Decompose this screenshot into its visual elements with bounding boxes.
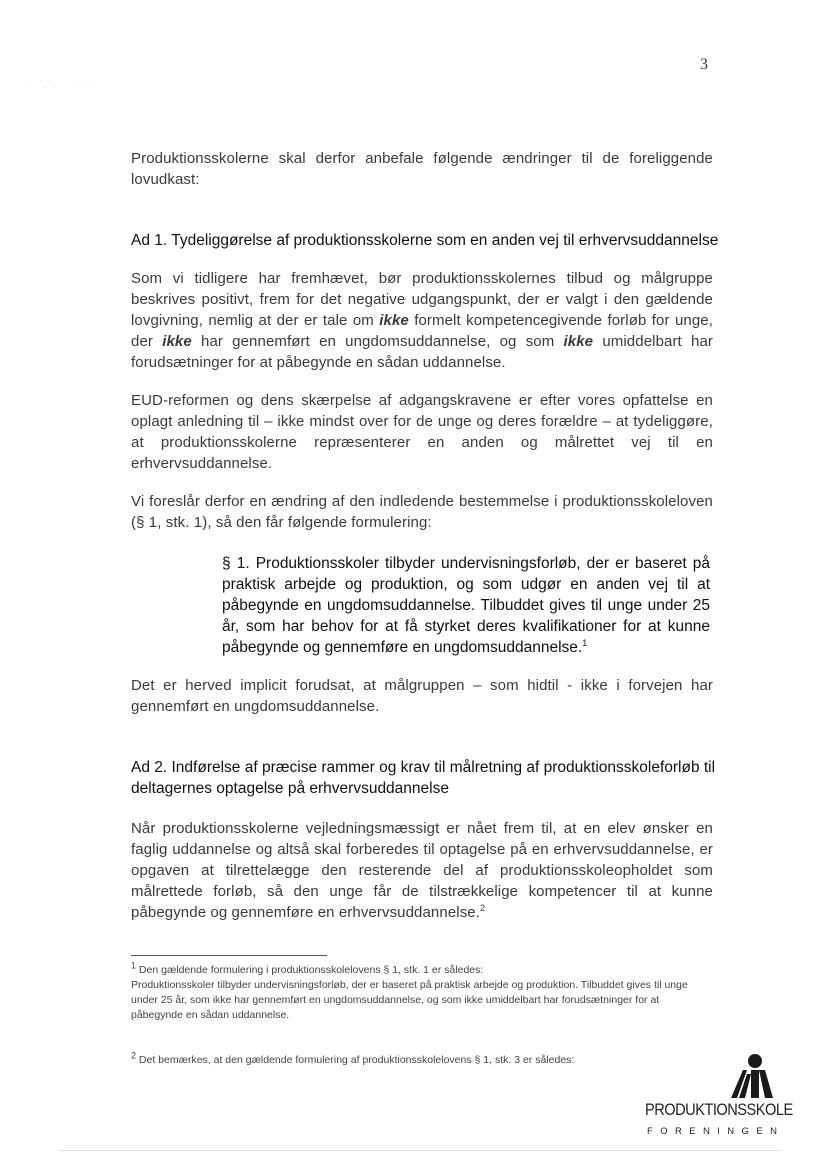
- section-1-paragraph-3: Vi foreslår derfor en ændring af den indledende bestemmelse i produktionsskoleloven (§ 1, stk. 1), så den får følgende formulering:: [131, 493, 713, 531]
- intro-paragraph: Produktionsskolerne skal derfor anbefale følgende ændringer til de foreliggende lovudkast:: [131, 150, 713, 188]
- footnote-1-body: Produktionsskoler tilbyder undervisningsforløb, der er baseret på praktisk arbejde og produktion. Tilbuddet gives til unge under 25 år, som ikke har gennemført en ungdomsuddannelse, og som ikke umiddelbart har forudsætninger for at påbegynde en sådan uddannelse.: [131, 979, 688, 1021]
- section-1-heading: Ad 1. Tydeliggørelse af produktionsskolerne som en anden vej til erhvervsuddannelse: [131, 232, 719, 249]
- footnote-2: [131, 1050, 691, 1068]
- footnote-1: [131, 960, 691, 1023]
- logo-subtitle: FORENINGEN: [647, 1126, 785, 1137]
- emphasis-ikke-1: ikke: [379, 312, 409, 329]
- footnote-1-lead: [131, 960, 691, 978]
- s2-p1-text: Når produktionsskolerne vejledningsmæssigt er nået frem til, at en elev ønsker en faglig uddannelse og altså skal forberedes til optagelse på en erhvervsuddannelse, er opgaven at tilrettelægge den resterende del af produktionsskoleopholdet som målrettede forløb, så den unge får de tilstrækkelige kompetencer til at kunne påbegynde og gennemføre en erhvervsuddannelse.: [131, 820, 713, 921]
- emphasis-ikke-3: ikke: [563, 333, 594, 350]
- p1-text-d: umiddelbart har forudsætninger for at påbegynde en sådan uddannelse.: [131, 333, 713, 371]
- emphasis-ikke-2: ikke: [162, 333, 192, 350]
- footnote-ref-2: 2: [480, 903, 486, 913]
- section-1-paragraph-4: Det er herved implicit forudsat, at målgruppen – som hidtil - ikke i forvejen har gennemført en ungdomsuddannelse.: [131, 677, 713, 715]
- quote-text: § 1. Produktionsskoler tilbyder undervisningsforløb, der er baseret på praktisk arbejde og produktion, og som udgør en anden vej til at påbegynde en ungdomsuddannelse. Tilbuddet gives til unge under 25 år, som har behov for at få styrket deres kvalifikationer for at kunne påbegynde og gennemføre en ungdomsuddannelse.: [222, 555, 710, 656]
- proposed-law-quote: [222, 553, 710, 658]
- logo-title: PRODUKTIONSSKOLE: [645, 1100, 793, 1119]
- footnote-1-number: 1: [131, 960, 137, 971]
- p1-text-c: har gennemført en ungdomsuddannelse, og som: [191, 333, 564, 350]
- footnote-2-number: 2: [131, 1050, 137, 1061]
- footnote-2-lead-text: Det bemærkes, at den gældende formulering af produktionsskolelovens § 1, stk. 3 er således:: [136, 1054, 575, 1066]
- section-2-heading: Ad 2. Indførelse af præcise rammer og krav til målretning af produktionsskoleforløb til deltagernes optagelse på erhvervsuddannelse: [131, 759, 716, 797]
- p1-text-b: formelt kompetencegivende forløb for unge, der: [131, 312, 714, 350]
- footnote-1-lead-text: Den gældende formulering i produktionsskolelovens § 1, stk. 1 er således:: [136, 964, 484, 976]
- produktionsskole-foreningen-logo: [645, 1052, 793, 1142]
- section-1-paragraph-1: [131, 268, 713, 373]
- section-1-paragraph-2: EUD-reformen og dens skærpelse af adgangskravene er efter vores opfattelse en oplagt anledning til – ikke mindst over for de unge og deres forældre – at tydeliggøre, at produktionsskolerne repræsenterer en anden og målrettet vej til en erhvervsuddannelse.: [131, 392, 713, 472]
- footnote-divider: [131, 955, 327, 956]
- section-2-paragraph-1: [131, 818, 713, 923]
- page-number: 3: [700, 56, 708, 73]
- logo-figures-icon: [729, 1052, 773, 1100]
- footnote-ref-1: 1: [582, 637, 588, 648]
- p1-text-a: Som vi tidligere har fremhævet, bør produktionsskolernes tilbud og målgruppe beskrives positivt, frem for det negative udgangspunkt, der er valgt i den gældende lovgivning, nemlig at der er tale om: [131, 270, 713, 329]
- scan-edge-noise: [60, 1150, 780, 1152]
- scan-specks: · · · · · · · ·: [30, 78, 97, 90]
